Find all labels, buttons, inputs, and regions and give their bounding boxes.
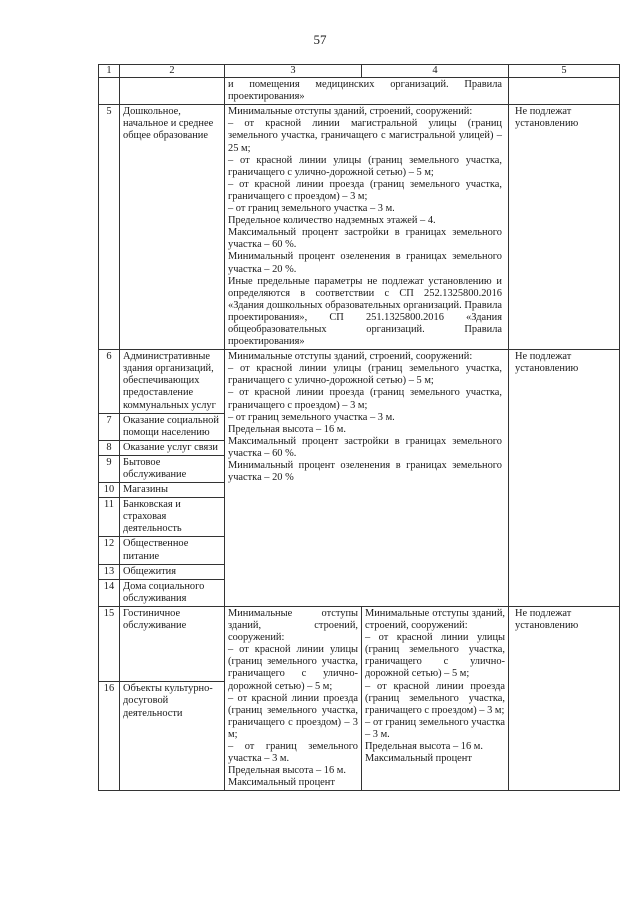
param-line: Минимальные отступы зданий, строений, сооружений: xyxy=(228,106,473,118)
header-cell: 4 xyxy=(362,65,509,78)
row-number: 15 xyxy=(99,606,120,681)
row-number: 12 xyxy=(99,537,120,564)
table-row xyxy=(99,105,620,350)
row-number: 9 xyxy=(99,455,120,482)
param-line: Минимальные отступы зданий, строений, сооружений: xyxy=(228,607,358,644)
param-line: – от границ земельного участка – 3 м. xyxy=(228,740,358,765)
continuation-row xyxy=(99,78,620,105)
use-name: Объекты культурно-досуговой деятельности xyxy=(120,682,225,791)
row-number: 7 xyxy=(99,413,120,440)
use-name: Бытовое обслуживание xyxy=(120,455,225,482)
continuation-text: и помещения медицинских организаций. Правила проектирования» xyxy=(225,78,509,105)
param-line: Предельная высота – 16 м. xyxy=(228,765,346,777)
use-name: Общественное питание xyxy=(120,537,225,564)
param-line: Максимальный процент xyxy=(228,777,335,789)
param-line: Иные предельные параметры не подлежат установлению и определяются в соответствии с СП 252.1325800.2016 «Здания дошкольных образовательных организаций. Правила проектирования», СП 251.1325800.2016 «Здания общеобразовательных организаций. Правила проектирования» xyxy=(228,275,502,348)
param-line: – от красной линии улицы (границ земельного участка, граничащего с улично-дорожной сетью) – 5 м; xyxy=(365,632,505,680)
params-cell xyxy=(225,105,509,350)
param-line: Предельное количество надземных этажей – 4. xyxy=(228,215,436,227)
row-number: 8 xyxy=(99,440,120,455)
zoning-table xyxy=(98,64,620,791)
param-line: Предельная высота – 16 м. xyxy=(365,740,483,752)
use-name: Магазины xyxy=(120,483,225,498)
header-cell: 3 xyxy=(225,65,362,78)
param-line: – от границ земельного участка – 3 м. xyxy=(228,411,395,423)
param-line: – от красной линии улицы (границ земельного участка, граничащего с улично-дорожной сетью) – 5 м; xyxy=(228,363,502,387)
header-cell: 1 xyxy=(99,65,120,78)
params-cell-col4 xyxy=(362,606,509,790)
use-name: Административные здания организаций, обеспечивающих предоставление коммунальных услуг xyxy=(120,350,225,413)
param-line: – от красной линии проезда (границ земельного участка, граничащего с проездом) – 3 м; xyxy=(365,680,505,716)
use-name: Гостиничное обслуживание xyxy=(120,606,225,681)
param-line: – от красной линии магистральной улицы (границ земельного участка, граничащего с магистральной улицей) – 25 м; xyxy=(228,118,502,154)
header-cell: 2 xyxy=(120,65,225,78)
row-number: 6 xyxy=(99,350,120,413)
row-number: 10 xyxy=(99,483,120,498)
row-number: 11 xyxy=(99,498,120,537)
param-line: Минимальные отступы зданий, строений, сооружений: xyxy=(365,607,505,632)
param-line: Минимальный процент озеленения в границах земельного участка – 20 %. xyxy=(228,251,502,275)
param-line: – от красной линии проезда (границ земельного участка, граничащего с проездом) – 3 м; xyxy=(228,387,502,411)
param-line: – от красной линии улицы (границ земельного участка, граничащего с улично-дорожной сетью) – 5 м; xyxy=(228,154,502,178)
table-row xyxy=(99,350,620,413)
use-name: Банковская и страховая деятельность xyxy=(120,498,225,537)
param-line: – от красной линии проезда (границ земельного участка, граничащего с проездом) – 3 м; xyxy=(228,178,502,202)
header-cell: 5 xyxy=(509,65,620,78)
status-cell: Не подлежат установлению xyxy=(509,350,620,607)
table-row xyxy=(99,606,620,681)
param-line: Максимальный процент застройки в границах земельного участка – 60 %. xyxy=(228,435,502,459)
status-cell: Не подлежат установлению xyxy=(509,606,620,790)
param-line: Максимальный процент застройки в границах земельного участка – 60 %. xyxy=(228,227,502,251)
param-line: Максимальный процент xyxy=(365,753,472,765)
row-number: 5 xyxy=(99,105,120,350)
param-line: – от границ земельного участка – 3 м. xyxy=(365,716,505,740)
param-line: Предельная высота – 16 м. xyxy=(228,423,346,435)
param-line: – от границ земельного участка – 3 м. xyxy=(228,203,395,215)
header-row xyxy=(99,65,620,78)
param-line: Минимальный процент озеленения в границах земельного участка – 20 % xyxy=(228,460,502,484)
use-name: Дошкольное, начальное и среднее общее образование xyxy=(120,105,225,350)
params-cell xyxy=(225,350,509,607)
use-name: Дома социального обслуживания xyxy=(120,579,225,606)
use-name: Оказание услуг связи xyxy=(120,440,225,455)
param-line: Минимальные отступы зданий, строений, сооружений: xyxy=(228,351,473,363)
page-number: 57 xyxy=(313,32,327,47)
param-line: – от красной линии проезда (границ земельного участка, граничащего с проездом) – 3 м; xyxy=(228,692,358,740)
params-cell-col3 xyxy=(225,606,362,790)
row-number: 16 xyxy=(99,682,120,791)
row-number: 14 xyxy=(99,579,120,606)
use-name: Оказание социальной помощи населению xyxy=(120,413,225,440)
use-name: Общежития xyxy=(120,564,225,579)
status-cell: Не подлежат установлению xyxy=(509,105,620,350)
param-line: – от красной линии улицы (границ земельного участка, граничащего с улично-дорожной сетью) – 5 м; xyxy=(228,644,358,692)
row-number: 13 xyxy=(99,564,120,579)
